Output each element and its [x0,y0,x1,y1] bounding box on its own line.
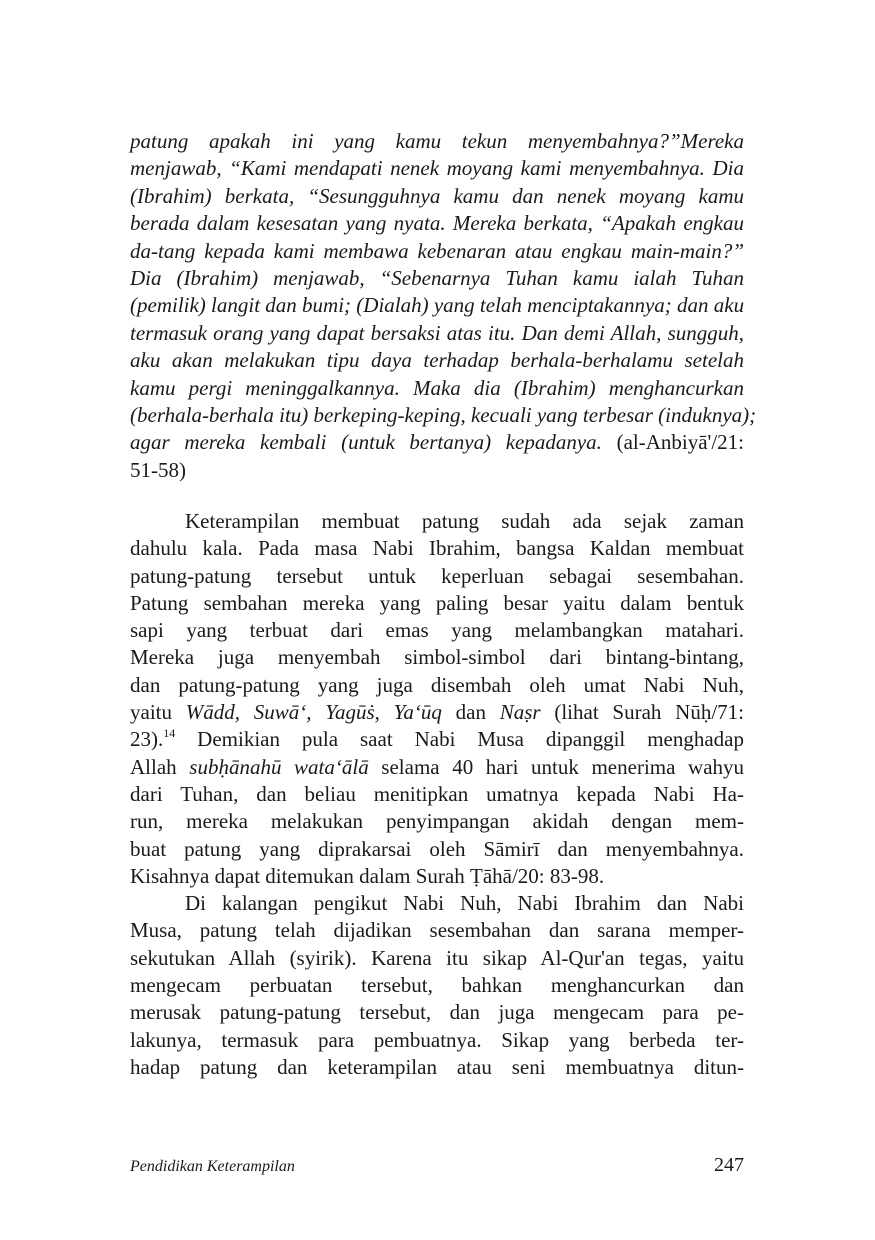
quote-line: (pemilik) langit dan bumi; (Dialah) yang telah menciptakannya; dan aku [130,293,745,318]
verse-reference: (al-Anbiyā'/21: [601,430,745,455]
text-run: yaitu [130,700,186,725]
idol-names: Wādd, Suwā‘, Yagūṡ [185,700,375,725]
text-run: (lihat Surah Nūḥ/71: [540,700,744,725]
quote-line: aku akan melakukan tipu daya terhadap berhala-berhalamu setelah [130,348,744,373]
paragraph-line [130,754,744,781]
text-run: selama 40 hari untuk menerima wahyu [368,754,745,779]
quote-line: Dia (Ibrahim) menjawab, “Sebenarnya Tuhan kamu ialah Tuhan [130,266,744,291]
quran-translation-quote [130,128,757,484]
paragraph-line: patung-patung tersebut untuk keperluan sebagai sesembahan. [130,563,744,588]
text-run: 23). [130,727,164,752]
quote-line: kamu pergi meninggalkannya. Maka dia (Ibrahim) menghancurkan [130,375,744,400]
paragraph-line: run, mereka melakukan penyimpangan akidah dengan mem- [130,809,744,834]
text-run: dan [441,700,500,725]
paragraph-line: dan patung-patung yang juga disembah oleh umat Nabi Nuh, [130,672,744,697]
quote-line: berada dalam kesesatan yang nyata. Mereka berkata, “Apakah engkau [130,211,744,236]
paragraph-line: Keterampilan membuat patung sudah ada sejak zaman [185,509,744,533]
body-text [130,508,744,1081]
paragraph-line: sapi yang terbuat dari emas yang melambangkan matahari. [130,618,744,643]
page-number: 247 [714,1154,744,1176]
idol-name: Ya‘ūq [393,700,442,725]
paragraph-line: Mereka juga menyembah simbol-simbol dari bintang-bintang, [130,645,744,670]
text-run: Allah [130,754,190,779]
paragraph-line: dari Tuhan, dan beliau menitipkan umatnya kepada Nabi Ha- [130,781,744,806]
quote-line: menjawab, “Kami mendapati nenek moyang kami menyembahnya. Dia [130,156,744,181]
quote-line: (Ibrahim) berkata, “Sesungguhnya kamu dan nenek moyang kamu [130,183,744,208]
paragraph-line: lakunya, termasuk para pembuatnya. Sikap yang berbeda ter- [130,1027,744,1052]
quote-line: da-tang kepada kami membawa kebenaran atau engkau main-main?” [130,238,744,263]
paragraph-line [130,726,744,753]
paragraph-line: mengecam perbuatan tersebut, bahkan menghancurkan dan [130,973,744,998]
paragraph-line: dahulu kala. Pada masa Nabi Ibrahim, bangsa Kaldan membuat [130,536,744,561]
paragraph-line: buat patung yang diprakarsai oleh Sāmirī dan menyembahnya. [130,836,744,861]
text-run: , [374,700,394,725]
paragraph-line [130,699,744,726]
paragraph-line: Musa, patung telah dijadikan sesembahan dan sarana memper- [130,918,744,943]
paragraph-line: merusak patung-patung tersebut, dan juga mengecam para pe- [130,1000,744,1025]
quote-line: (berhala-berhala itu) berkeping-keping, kecuali yang terbesar (induknya); [130,403,757,428]
arabic-phrase: subḥānahū wata‘ālā [189,754,369,779]
quote-line: patung apakah ini yang kamu tekun menyembahnya?”Mereka [130,129,744,153]
text-run: Demikian pula saat Nabi Musa dipanggil menghadap [175,727,744,752]
running-title: Pendidikan Keterampilan [130,1158,295,1175]
verse-reference-end: 51-58) [130,457,186,482]
quote-line-with-reference [130,429,744,456]
footnote-marker[interactable]: 14 [163,726,176,741]
paragraph-line: hadap patung dan keterampilan atau seni membuatnya ditun- [130,1054,744,1079]
paragraph-line: sekutukan Allah (syirik). Karena itu sikap Al-Qur'an tegas, yaitu [130,945,744,970]
paragraph-line: Patung sembahan mereka yang paling besar yaitu dalam bentuk [130,590,744,615]
quote-text: agar mereka kembali (untuk bertanya) kepadanya. [130,430,602,455]
idol-name: Naṣr [499,700,541,725]
paragraph-line: Di kalangan pengikut Nabi Nuh, Nabi Ibrahim dan Nabi [185,891,744,916]
paragraph-line: Kisahnya dapat ditemukan dalam Surah Ṭāhā/20: 83-98. [130,863,605,888]
quote-line: termasuk orang yang dapat bersaksi atas itu. Dan demi Allah, sungguh, [130,320,744,345]
